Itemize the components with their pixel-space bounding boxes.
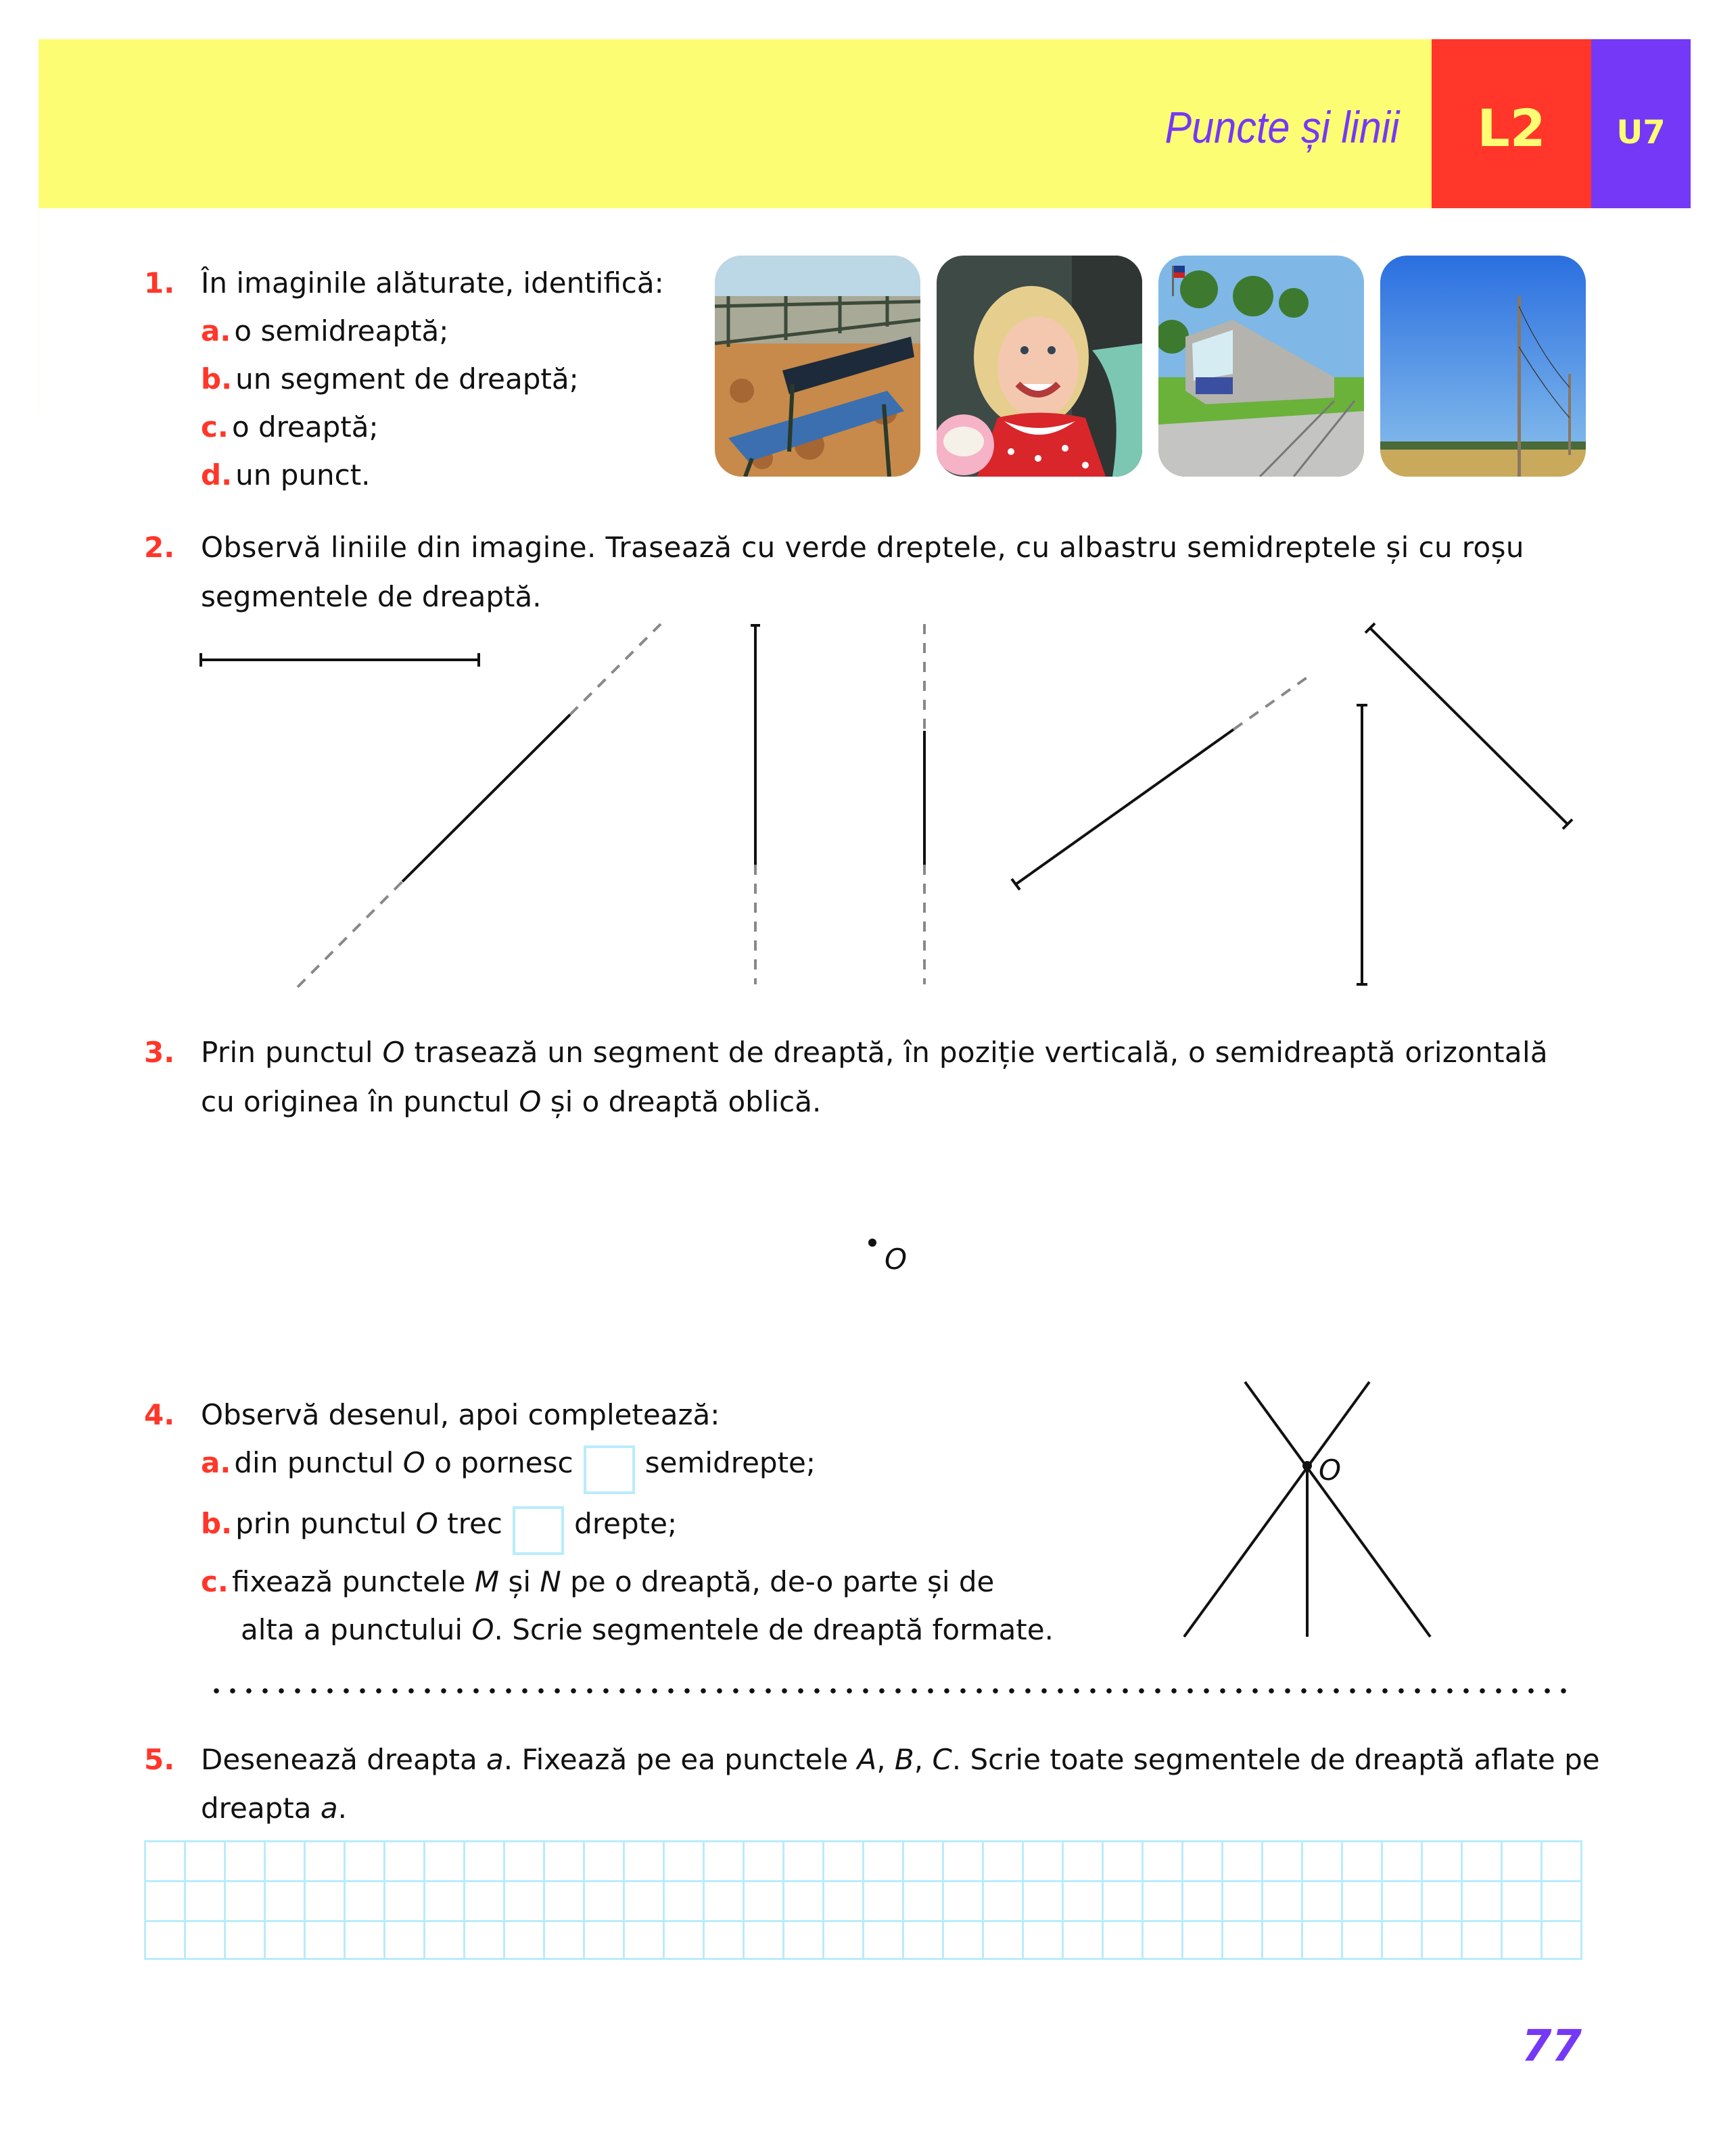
rays-figure: [1150, 1366, 1461, 1650]
exercise-3-prompt-line1: [201, 1036, 1548, 1069]
line-2: [1184, 1382, 1369, 1637]
lesson-code: L2: [1477, 98, 1546, 158]
segment-horizontal: [201, 653, 479, 667]
line-1: [1245, 1382, 1430, 1637]
text: prin punctul: [235, 1507, 416, 1540]
item-text: un segment de dreaptă;: [235, 362, 579, 396]
item-letter: c.: [201, 1565, 229, 1598]
exercise-3-number: 3.: [144, 1036, 175, 1069]
item-text-line1: [232, 1565, 994, 1598]
exercise-5-prompt-line1: [201, 1743, 1600, 1776]
line-oblique: [298, 624, 661, 987]
text: ,: [876, 1743, 895, 1776]
point-o-label: O: [471, 1613, 494, 1646]
exercise-1-prompt: În imaginile alăturate, identifică:: [201, 266, 664, 300]
text: cu originea în punctul: [201, 1085, 519, 1118]
text: pe o dreaptă, de-o parte și de: [561, 1565, 995, 1598]
text: și o dreaptă oblică.: [541, 1085, 822, 1118]
line-a-label: a: [486, 1743, 504, 1776]
ray-vertical: [751, 625, 760, 984]
item-text-after: semidrepte;: [644, 1446, 816, 1479]
point-o-label: O: [402, 1446, 425, 1479]
item-letter: a.: [201, 1446, 231, 1479]
text: și: [499, 1565, 540, 1598]
exercise-4-prompt: Observă desenul, apoi completează:: [201, 1398, 720, 1431]
figure-point-o-label: O: [1319, 1454, 1342, 1487]
point-o: [868, 1239, 876, 1247]
lines-figure: [0, 0, 1717, 1014]
lesson-title: Puncte și linii: [1165, 102, 1399, 152]
text: din punctul: [234, 1446, 403, 1479]
text: trasează un segment de dreaptă, în poziție verticală, o semidreaptă orizontală: [404, 1036, 1548, 1069]
exercise-3-prompt-line2: [201, 1085, 821, 1118]
exercise-4-item-a: [201, 1439, 816, 1494]
exercise-2-prompt-line2: segmentele de dreaptă.: [201, 580, 542, 613]
text: . Scrie segmentele de dreaptă formate.: [494, 1613, 1054, 1646]
text: Prin punctul: [201, 1036, 383, 1069]
point-m-label: M: [474, 1565, 500, 1598]
item-text: [234, 1446, 573, 1479]
text: .: [337, 1792, 347, 1825]
drawing-grid[interactable]: [144, 1840, 1582, 1960]
point-n-label: N: [540, 1565, 561, 1598]
text: Desenează dreapta: [201, 1743, 487, 1776]
exercise-2-number: 2.: [144, 531, 175, 564]
exercise-4-item-c-line2: [241, 1613, 1054, 1646]
item-text-after: drepte;: [574, 1507, 678, 1540]
point-c-label: C: [932, 1743, 952, 1776]
text: trec: [438, 1507, 502, 1540]
item-letter: c.: [201, 410, 229, 444]
exercise-1-number: 1.: [144, 266, 175, 300]
exercise-2-prompt-line1: Observă liniile din imagine. Trasează cu verde dreptele, cu albastru semidreptele și cu roșu: [201, 531, 1524, 564]
answer-dotted-line[interactable]: [208, 1688, 1571, 1694]
point-o-label: O: [382, 1036, 405, 1069]
text: fixează punctele: [231, 1565, 475, 1598]
point-o-label: O: [415, 1507, 438, 1540]
item-letter: a.: [201, 314, 231, 348]
exercise-4-item-c: [201, 1565, 994, 1598]
unit-code: U7: [1616, 114, 1666, 151]
exercise-4-item-b: [201, 1500, 677, 1555]
point-b-label: B: [894, 1743, 914, 1776]
text: . Scrie toate segmentele de dreaptă aflate pe: [951, 1743, 1600, 1776]
item-text: o dreaptă;: [231, 410, 379, 444]
segment-oblique: [1365, 623, 1572, 829]
page-number: 77: [1522, 2021, 1582, 2071]
exercise-5-prompt-line2: [201, 1792, 347, 1825]
point-o-label: O: [885, 1243, 908, 1276]
point-a-label: A: [857, 1743, 877, 1776]
text: . Fixează pe ea punctele: [503, 1743, 857, 1776]
point-o: [1302, 1461, 1312, 1470]
item-text: [235, 1507, 502, 1540]
item-letter: b.: [201, 362, 233, 396]
point-o-label: O: [519, 1085, 542, 1118]
line-a-label: a: [320, 1792, 338, 1825]
item-letter: d.: [201, 458, 233, 492]
text: ,: [914, 1743, 933, 1776]
item-letter: b.: [201, 1507, 233, 1540]
item-text: un punct.: [235, 458, 371, 492]
text: alta a punctului: [241, 1613, 472, 1646]
exercise-4-number: 4.: [144, 1398, 175, 1431]
item-text: o semidreaptă;: [234, 314, 449, 348]
text: o pornesc: [425, 1446, 573, 1479]
answer-box-lines[interactable]: [513, 1506, 564, 1555]
segment-vertical: [1357, 705, 1367, 984]
text: dreapta: [201, 1792, 321, 1825]
answer-box-rays[interactable]: [584, 1445, 635, 1494]
exercise-5-number: 5.: [144, 1743, 175, 1776]
ray-oblique: [1012, 675, 1310, 890]
